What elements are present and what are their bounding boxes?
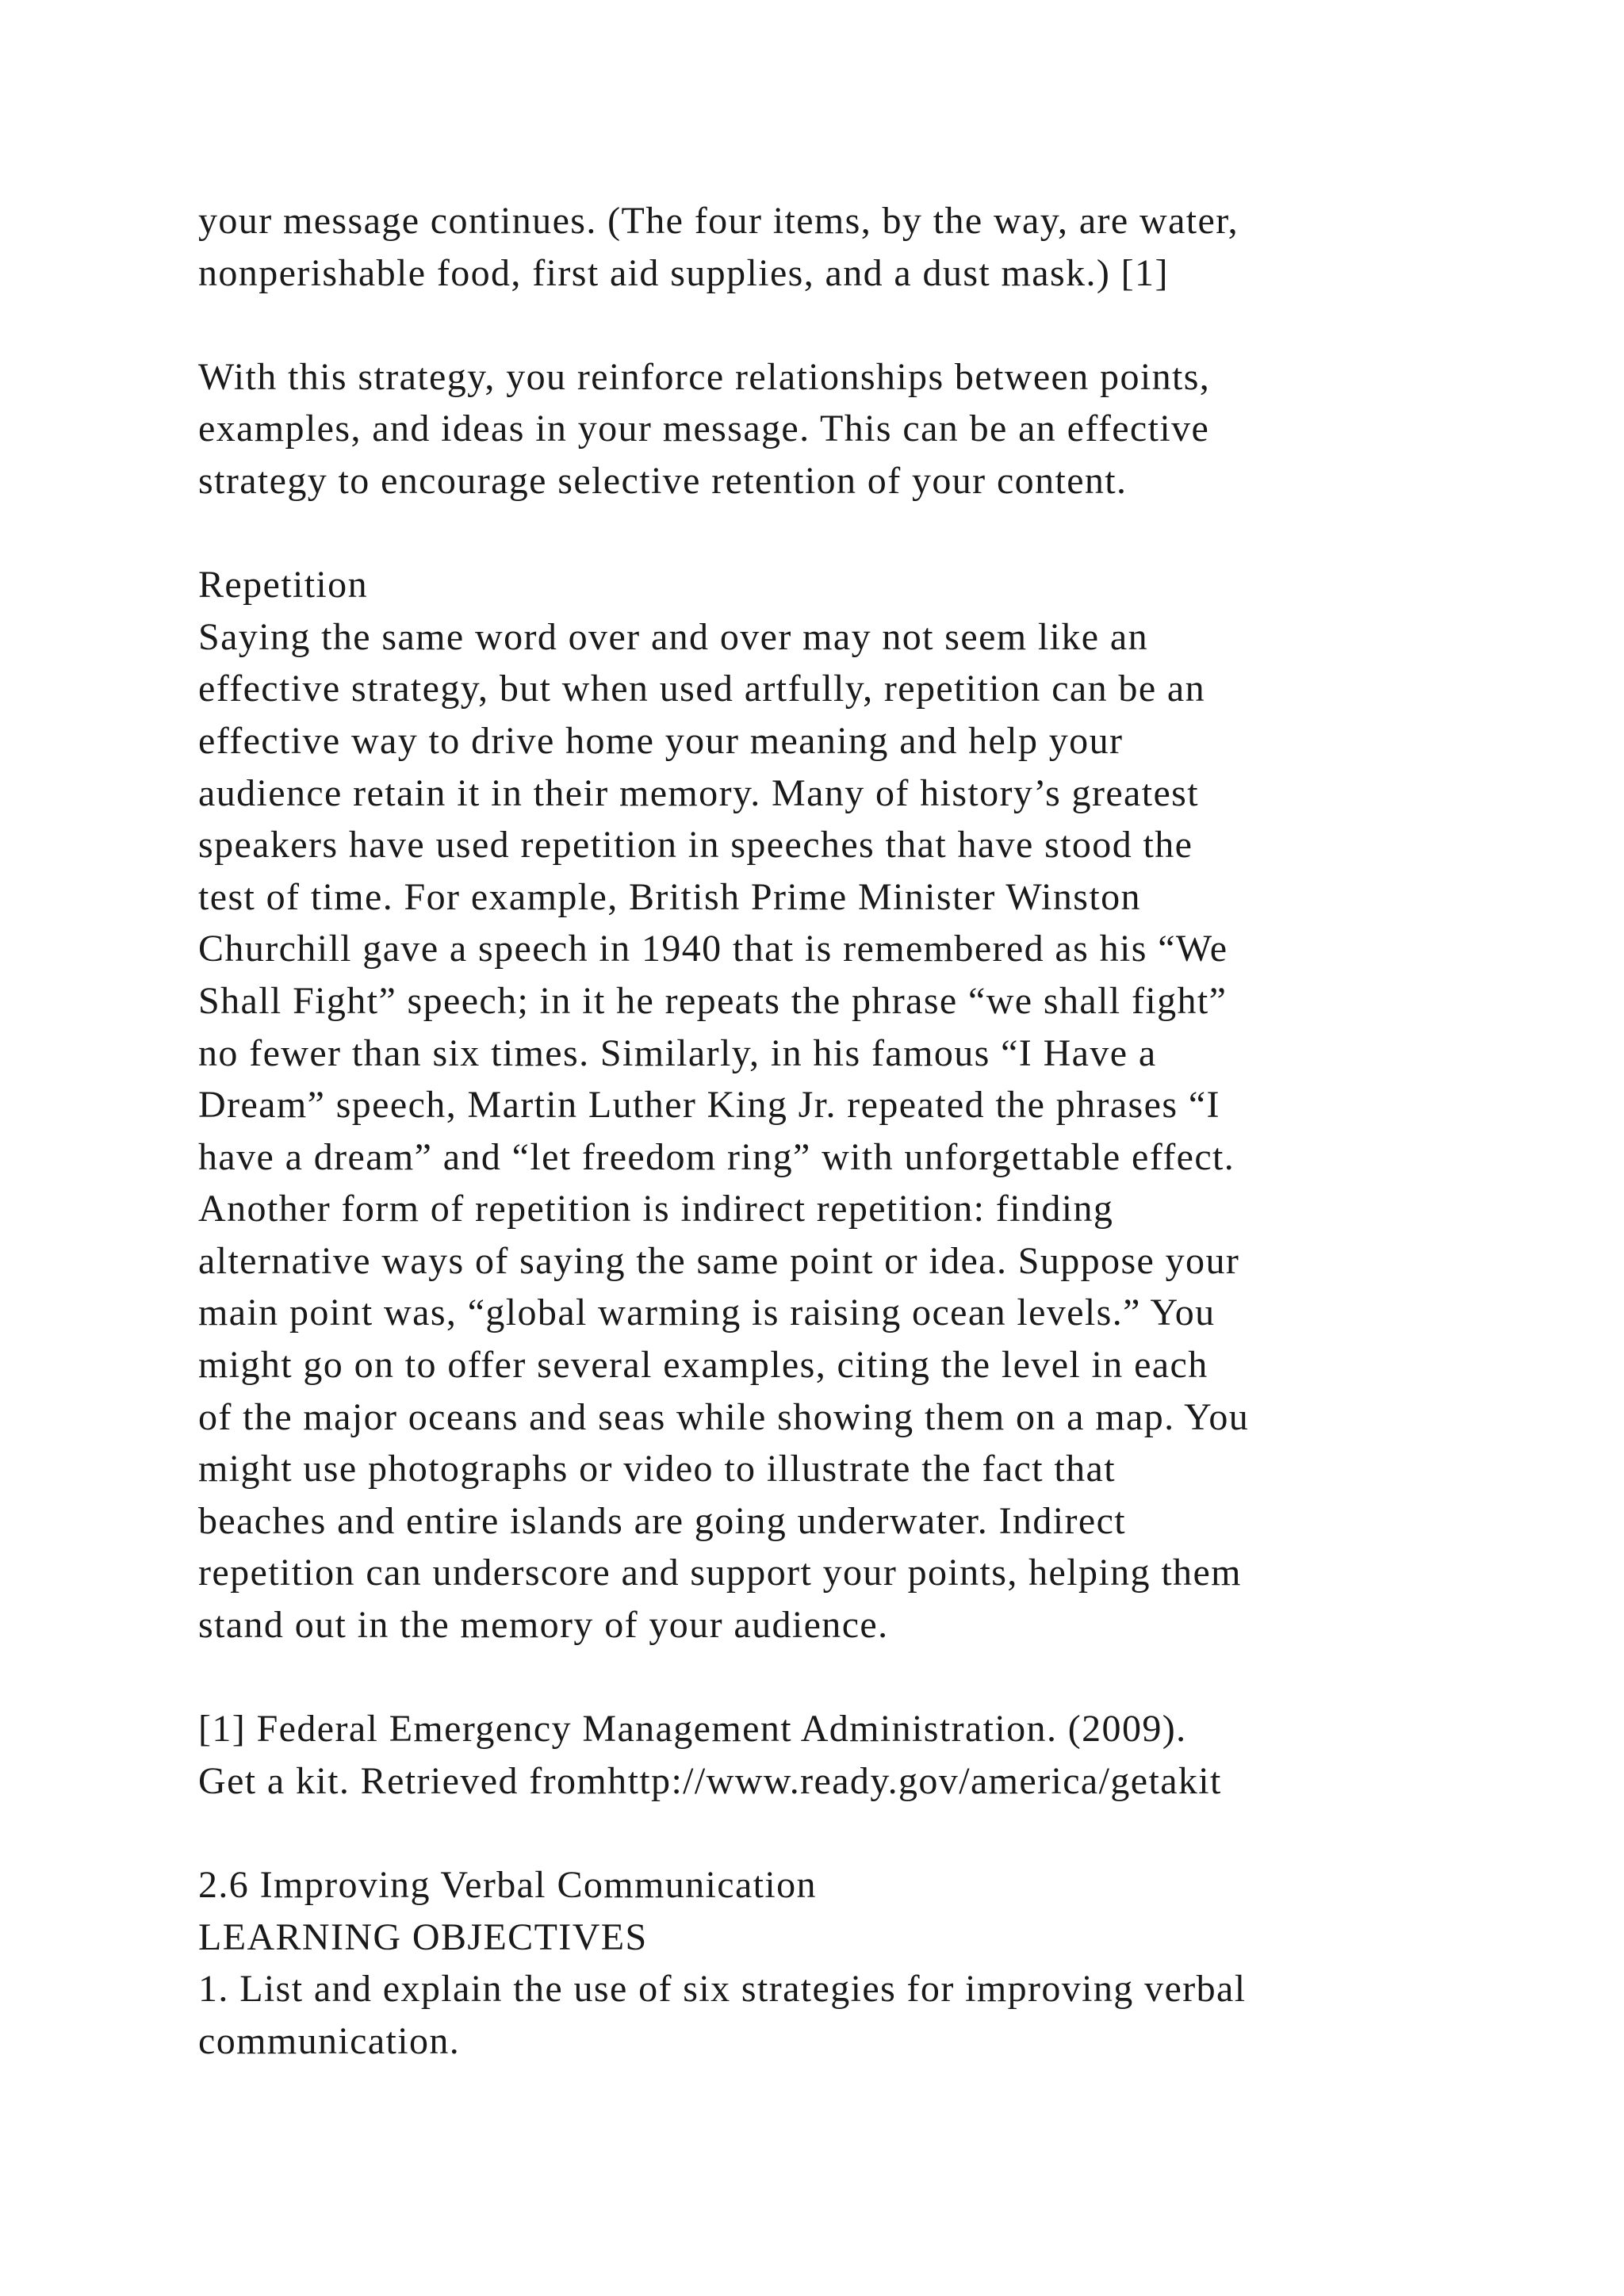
text-line: main point was, “global warming is raising ocean levels.” You	[198, 1292, 1216, 1334]
text-line: stand out in the memory of your audience.	[198, 1604, 889, 1647]
text-line: audience retain it in their memory. Many of history’s greatest	[198, 771, 1200, 814]
text-line: examples, and ideas in your message. This can be an effective	[198, 408, 1210, 450]
text-line: alternative ways of saying the same point or idea. Suppose your	[198, 1239, 1240, 1282]
section-repetition	[198, 559, 1530, 1651]
text-line: Saying the same word over and over may not seem like an	[198, 615, 1149, 658]
text-line: effective strategy, but when used artfully, repetition can be an	[198, 668, 1206, 710]
text-line: Shall Fight” speech; in it he repeats the phrase “we shall fight”	[198, 979, 1228, 1022]
text-line: speakers have used repetition in speeches that have stood the	[198, 824, 1193, 867]
text-line: Dream” speech, Martin Luther King Jr. repeated the phrases “I	[198, 1084, 1220, 1127]
section-improving-verbal-communication	[198, 1859, 1530, 2067]
section-heading: 2.6 Improving Verbal Communication	[198, 1864, 817, 1906]
text-line: strategy to encourage selective retention of your content.	[198, 459, 1128, 502]
paragraph-gap	[198, 507, 1530, 560]
list-item-continuation: communication.	[198, 2019, 461, 2062]
document-page	[198, 195, 1530, 2067]
text-line: of the major oceans and seas while showing them on a map. You	[198, 1395, 1250, 1438]
text-line: no fewer than six times. Similarly, in his famous “I Have a	[198, 1031, 1157, 1074]
footnote-line: Get a kit. Retrieved fromhttp://www.ready.gov/america/getakit	[198, 1759, 1222, 1802]
text-line: beaches and entire islands are going underwater. Indirect	[198, 1499, 1127, 1542]
paragraph-gap	[198, 1807, 1530, 1859]
text-line: Another form of repetition is indirect repetition: finding	[198, 1188, 1114, 1230]
subheading: LEARNING OBJECTIVES	[198, 1915, 648, 1958]
paragraph-gap	[198, 1651, 1530, 1704]
text-line: might use photographs or video to illustrate the fact that	[198, 1448, 1116, 1490]
footnote-line: [1] Federal Emergency Management Administration. (2009).	[198, 1708, 1187, 1751]
list-item: 1. List and explain the use of six strategies for improving verbal	[198, 1968, 1247, 2011]
text-line: test of time. For example, British Prime Minister Winston	[198, 875, 1141, 918]
footnote	[198, 1703, 1530, 1807]
text-line: your message continues. (The four items, by the way, are water,	[198, 200, 1239, 242]
text-line: effective way to drive home your meaning and help your	[198, 719, 1124, 762]
text-line: repetition can underscore and support your points, helping them	[198, 1552, 1242, 1594]
paragraph-gap	[198, 299, 1530, 351]
section-heading: Repetition	[198, 564, 368, 607]
paragraph-strategy	[198, 351, 1530, 507]
paragraph-continuation	[198, 195, 1530, 299]
text-line: might go on to offer several examples, citing the level in each	[198, 1344, 1208, 1387]
text-line: With this strategy, you reinforce relationships between points,	[198, 355, 1211, 398]
text-line: have a dream” and “let freedom ring” with unforgettable effect.	[198, 1135, 1235, 1178]
text-line: Churchill gave a speech in 1940 that is remembered as his “We	[198, 928, 1228, 970]
text-line: nonperishable food, first aid supplies, and a dust mask.) [1]	[198, 251, 1169, 294]
